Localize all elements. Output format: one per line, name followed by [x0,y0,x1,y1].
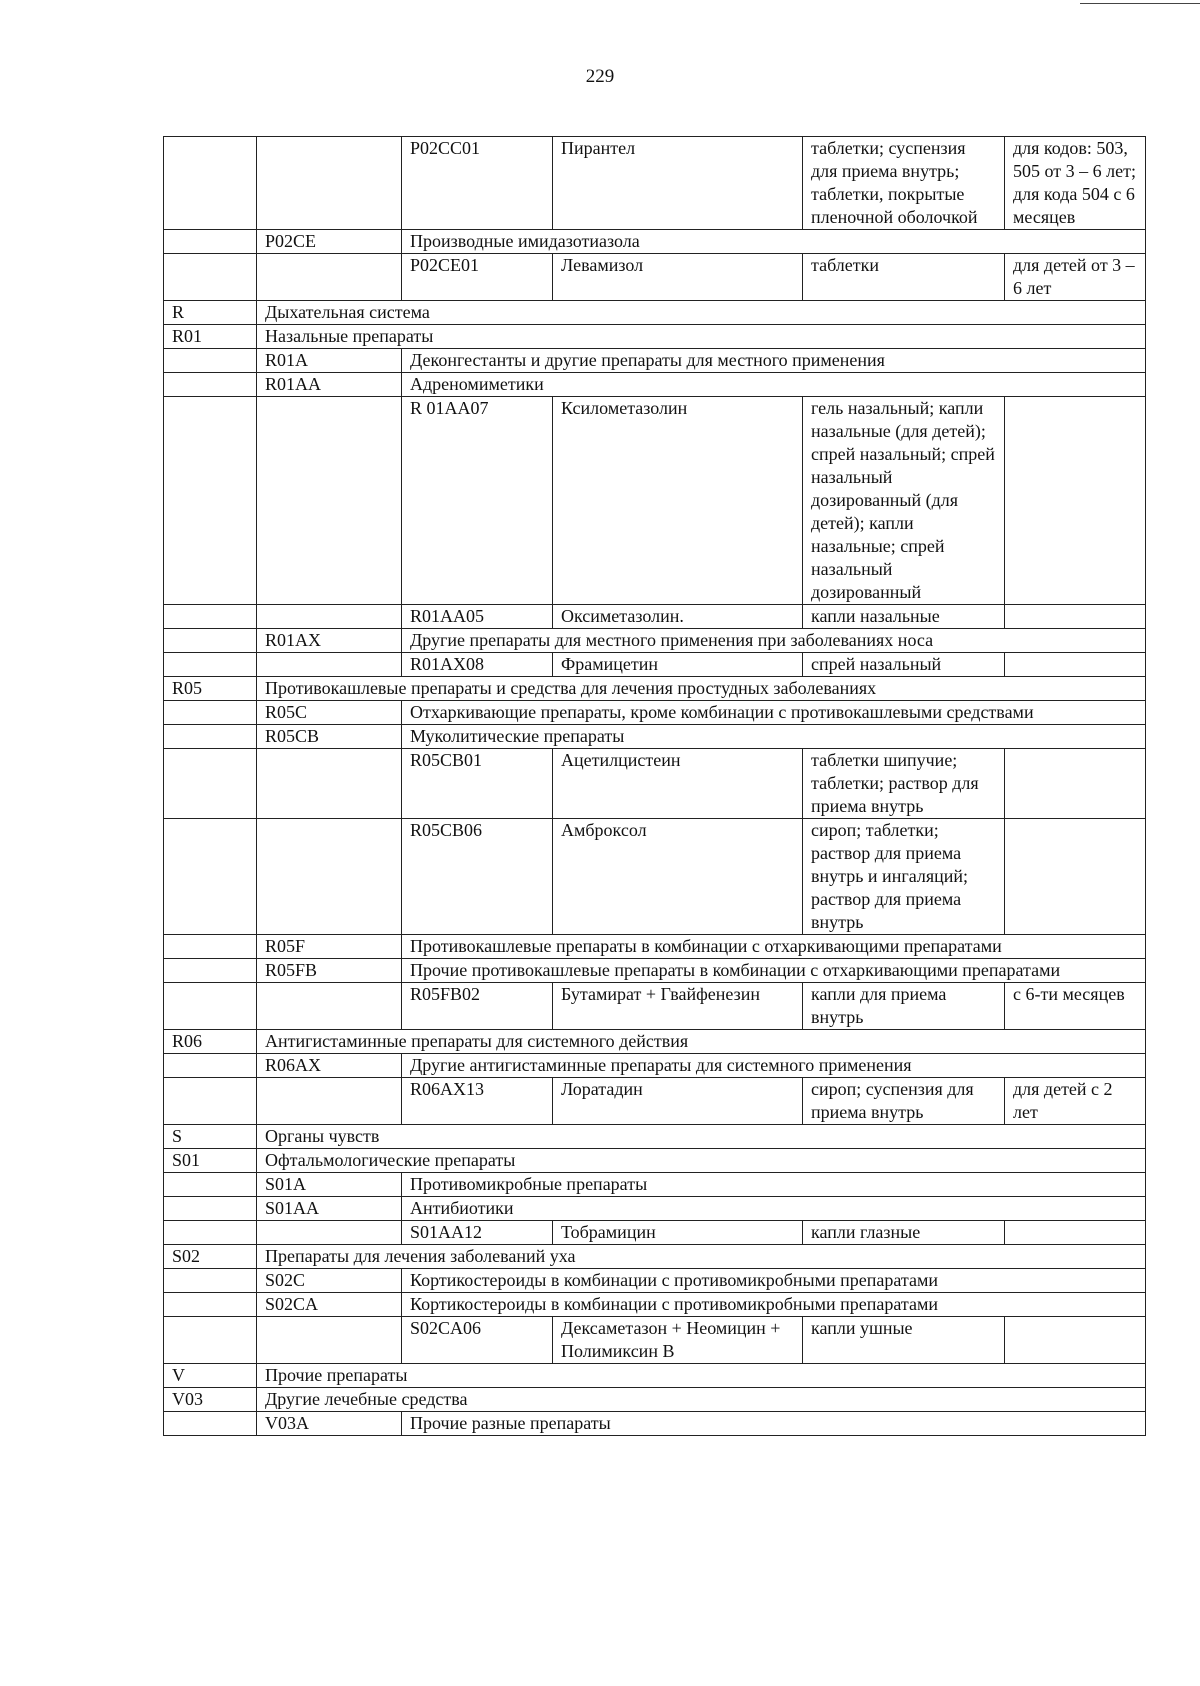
table-row [164,373,1146,397]
subgroup-code: R01AX [257,629,402,653]
table-row [164,629,1146,653]
atc-group-code [164,254,257,301]
atc-group-code [164,349,257,373]
atc-group-code [164,1197,257,1221]
subgroup-code [257,749,402,819]
group-name: Органы чувств [257,1125,1146,1149]
atc-group-code [164,653,257,677]
table-row [164,725,1146,749]
drug-name: Амброксол [553,819,803,935]
age-note [1005,653,1146,677]
subgroup-code: R06AX [257,1054,402,1078]
subgroup-code [257,653,402,677]
atc-group-code: S [164,1125,257,1149]
subgroup-code [257,1317,402,1364]
dosage-form: спрей назальный [803,653,1005,677]
subgroup-code: S01A [257,1173,402,1197]
table-row [164,1317,1146,1364]
table-row [164,653,1146,677]
group-name: Другие лечебные средства [257,1388,1146,1412]
group-name: Антибиотики [402,1197,1146,1221]
atc-group-code: S01 [164,1149,257,1173]
subgroup-code [257,397,402,605]
subgroup-code [257,1221,402,1245]
group-name: Деконгестанты и другие препараты для местного применения [402,349,1146,373]
subgroup-code: R05C [257,701,402,725]
drug-name: Левамизол [553,254,803,301]
dosage-form: капли для приема внутрь [803,983,1005,1030]
group-name: Противокашлевые препараты в комбинации с отхаркивающими препаратами [402,935,1146,959]
group-name: Прочие противокашлевые препараты в комбинации с отхаркивающими препаратами [402,959,1146,983]
atc-code: P02CC01 [402,137,553,230]
atc-code: R05CB01 [402,749,553,819]
drug-name: Бутамират + Гвайфенезин [553,983,803,1030]
subgroup-code: R05F [257,935,402,959]
table-row [164,1149,1146,1173]
table-row [164,1173,1146,1197]
age-note [1005,1317,1146,1364]
atc-group-code [164,1293,257,1317]
table-row [164,605,1146,629]
drug-name: Тобрамицин [553,1221,803,1245]
atc-group-code: V [164,1364,257,1388]
table-row [164,325,1146,349]
table-body [164,137,1146,1436]
drug-name: Дексаметазон + Неомицин + Полимиксин В [553,1317,803,1364]
age-note [1005,819,1146,935]
age-note [1005,397,1146,605]
dosage-form: капли глазные [803,1221,1005,1245]
atc-group-code: V03 [164,1388,257,1412]
subgroup-code: S01AA [257,1197,402,1221]
dosage-form: капли назальные [803,605,1005,629]
table-row [164,137,1146,230]
drug-name: Пирантел [553,137,803,230]
dosage-form: таблетки [803,254,1005,301]
subgroup-code: R01AA [257,373,402,397]
table-row [164,959,1146,983]
atc-group-code [164,749,257,819]
age-note [1005,749,1146,819]
subgroup-code [257,819,402,935]
group-name: Кортикостероиды в комбинации с противомикробными препаратами [402,1293,1146,1317]
atc-group-code [164,1221,257,1245]
scan-edge-line [1080,3,1200,4]
subgroup-code: V03A [257,1412,402,1436]
subgroup-code [257,605,402,629]
atc-group-code: R01 [164,325,257,349]
subgroup-code [257,254,402,301]
table-row [164,1412,1146,1436]
atc-code: R05FB02 [402,983,553,1030]
atc-group-code [164,230,257,254]
dosage-form: сироп; таблетки; раствор для приема внутрь и ингаляций; раствор для приема внутрь [803,819,1005,935]
table-row [164,254,1146,301]
drug-name: Фрамицетин [553,653,803,677]
table-row [164,1364,1146,1388]
table-row [164,983,1146,1030]
atc-group-code [164,605,257,629]
subgroup-code: S02C [257,1269,402,1293]
subgroup-code: S02CA [257,1293,402,1317]
dosage-form: таблетки шипучие; таблетки; раствор для приема внутрь [803,749,1005,819]
drug-name: Ксилометазолин [553,397,803,605]
atc-group-code [164,1412,257,1436]
page-number: 229 [585,66,615,87]
atc-code: S01AA12 [402,1221,553,1245]
subgroup-code: R01A [257,349,402,373]
group-name: Антигистаминные препараты для системного действия [257,1030,1146,1054]
table-row [164,1197,1146,1221]
atc-group-code [164,701,257,725]
atc-group-code [164,137,257,230]
table-row [164,1293,1146,1317]
atc-group-code [164,1054,257,1078]
group-name: Адреномиметики [402,373,1146,397]
table-row [164,397,1146,605]
atc-group-code [164,935,257,959]
table-row [164,677,1146,701]
table-row [164,1125,1146,1149]
drug-name: Лоратадин [553,1078,803,1125]
table-row [164,230,1146,254]
group-name: Противомикробные препараты [402,1173,1146,1197]
subgroup-code: P02CE [257,230,402,254]
atc-group-code: S02 [164,1245,257,1269]
atc-group-code: R06 [164,1030,257,1054]
group-name: Отхаркивающие препараты, кроме комбинации с противокашлевыми средствами [402,701,1146,725]
table-row [164,1388,1146,1412]
atc-group-code: R05 [164,677,257,701]
atc-group-code [164,725,257,749]
atc-group-code [164,983,257,1030]
group-name: Назальные препараты [257,325,1146,349]
table-row [164,935,1146,959]
group-name: Производные имидазотиазола [402,230,1146,254]
dosage-form: сироп; суспензия для приема внутрь [803,1078,1005,1125]
group-name: Противокашлевые препараты и средства для лечения простудных заболеваниях [257,677,1146,701]
subgroup-code [257,137,402,230]
table-row [164,1245,1146,1269]
atc-group-code [164,629,257,653]
group-name: Муколитические препараты [402,725,1146,749]
atc-code: R06AX13 [402,1078,553,1125]
table-row [164,701,1146,725]
atc-group-code [164,1269,257,1293]
table-row [164,1221,1146,1245]
atc-group-code [164,1317,257,1364]
atc-code: S02CA06 [402,1317,553,1364]
atc-code: R05CB06 [402,819,553,935]
age-note: для кодов: 503, 505 от 3 – 6 лет; для кода 504 с 6 месяцев [1005,137,1146,230]
table-row [164,1030,1146,1054]
table-row [164,1054,1146,1078]
subgroup-code: R05FB [257,959,402,983]
group-name: Прочие препараты [257,1364,1146,1388]
table-row [164,819,1146,935]
subgroup-code [257,983,402,1030]
drug-classification-table [163,136,1146,1436]
subgroup-code [257,1078,402,1125]
group-name: Другие препараты для местного применения при заболеваниях носа [402,629,1146,653]
atc-code: P02CE01 [402,254,553,301]
group-name: Препараты для лечения заболеваний уха [257,1245,1146,1269]
atc-code: R01AA05 [402,605,553,629]
subgroup-code: R05CB [257,725,402,749]
atc-group-code [164,819,257,935]
atc-group-code [164,397,257,605]
table-row [164,749,1146,819]
table-row [164,1078,1146,1125]
group-name: Офтальмологические препараты [257,1149,1146,1173]
group-name: Прочие разные препараты [402,1412,1146,1436]
age-note: для детей от 3 – 6 лет [1005,254,1146,301]
age-note [1005,1221,1146,1245]
dosage-form: гель назальный; капли назальные (для детей); спрей назальный; спрей назальный дозированный (для детей); капли назальные; спрей назальный дозированный [803,397,1005,605]
age-note [1005,605,1146,629]
atc-code: R01AX08 [402,653,553,677]
drug-name: Ацетилцистеин [553,749,803,819]
atc-group-code [164,373,257,397]
table-row [164,349,1146,373]
atc-code: R 01AA07 [402,397,553,605]
dosage-form: капли ушные [803,1317,1005,1364]
age-note: с 6-ти месяцев [1005,983,1146,1030]
dosage-form: таблетки; суспензия для приема внутрь; таблетки, покрытые пленочной оболочкой [803,137,1005,230]
group-name: Кортикостероиды в комбинации с противомикробными препаратами [402,1269,1146,1293]
atc-group-code: R [164,301,257,325]
group-name: Другие антигистаминные препараты для системного применения [402,1054,1146,1078]
age-note: для детей с 2 лет [1005,1078,1146,1125]
group-name: Дыхательная система [257,301,1146,325]
atc-group-code [164,1078,257,1125]
drug-name: Оксиметазолин. [553,605,803,629]
table-row [164,1269,1146,1293]
atc-group-code [164,959,257,983]
atc-group-code [164,1173,257,1197]
table-row [164,301,1146,325]
